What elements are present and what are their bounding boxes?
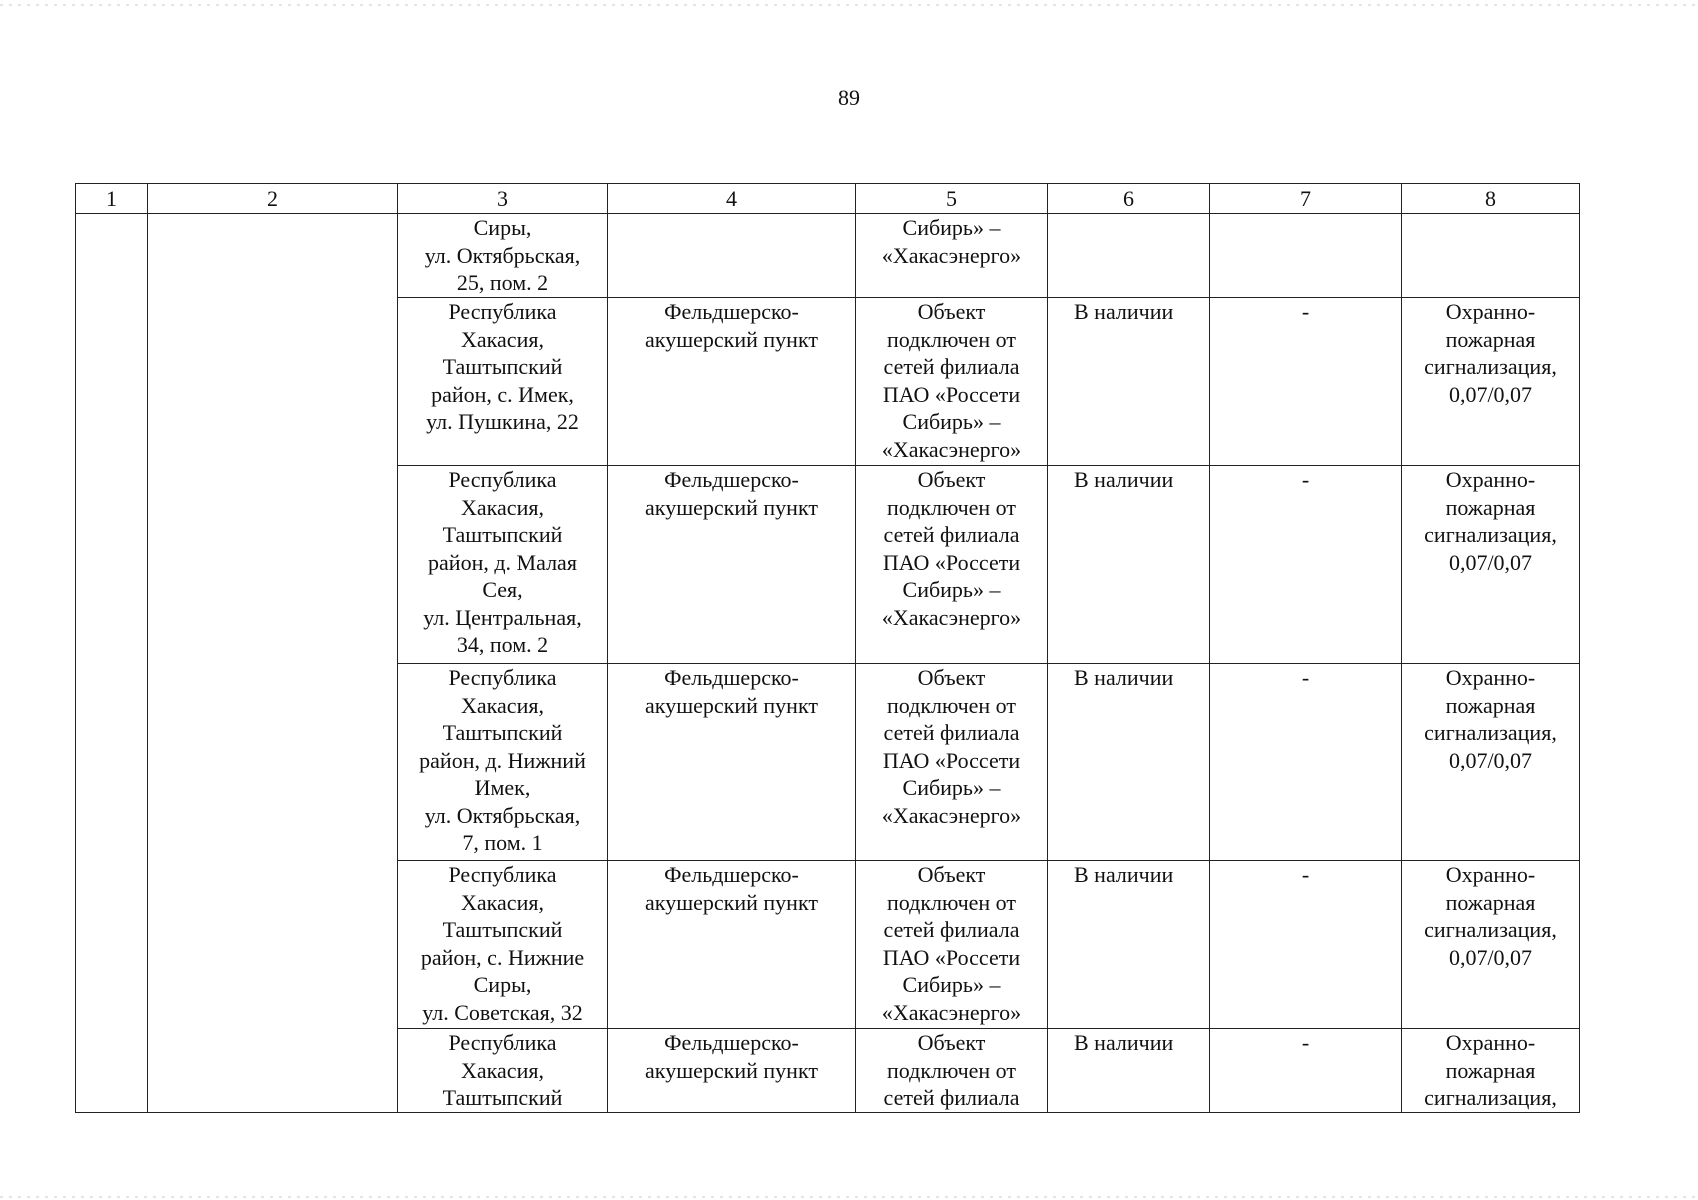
column-header-1: 1 [76,184,148,214]
connection-cell: Сибирь» – «Хакасэнерго» [856,214,1048,298]
column-header-8: 8 [1402,184,1580,214]
table-header-row [76,184,1580,214]
security-cell: Охранно- пожарная сигнализация, 0,07/0,07 [1402,861,1580,1029]
availability-cell: В наличии [1048,1029,1210,1113]
col7-cell: - [1210,664,1402,861]
security-cell: Охранно- пожарная сигнализация, 0,07/0,07 [1402,466,1580,664]
col1-merged-cell [76,214,148,1113]
object-cell: Фельдшерско- акушерский пункт [608,861,856,1029]
security-cell [1402,214,1580,298]
availability-cell: В наличии [1048,861,1210,1029]
col7-cell: - [1210,466,1402,664]
address-cell: Республика Хакасия, Таштыпский [398,1029,608,1113]
address-cell: Республика Хакасия, Таштыпский район, с. Имек, ул. Пушкина, 22 [398,298,608,466]
object-cell [608,214,856,298]
security-cell: Охранно- пожарная сигнализация, [1402,1029,1580,1113]
availability-cell: В наличии [1048,664,1210,861]
col2-merged-cell [148,214,398,1113]
object-cell: Фельдшерско- акушерский пункт [608,298,856,466]
col7-cell: - [1210,1029,1402,1113]
scan-edge-top [0,4,1698,6]
column-header-3: 3 [398,184,608,214]
address-cell: Сиры, ул. Октябрьская, 25, пом. 2 [398,214,608,298]
object-cell: Фельдшерско- акушерский пункт [608,1029,856,1113]
address-cell: Республика Хакасия, Таштыпский район, д. Нижний Имек, ул. Октябрьская, 7, пом. 1 [398,664,608,861]
connection-cell: Объект подключен от сетей филиала ПАО «Россети Сибирь» – «Хакасэнерго» [856,298,1048,466]
connection-cell: Объект подключен от сетей филиала ПАО «Россети Сибирь» – «Хакасэнерго» [856,861,1048,1029]
object-cell: Фельдшерско- акушерский пункт [608,664,856,861]
security-cell: Охранно- пожарная сигнализация, 0,07/0,07 [1402,298,1580,466]
data-table [75,183,1580,1113]
availability-cell: В наличии [1048,298,1210,466]
security-cell: Охранно- пожарная сигнализация, 0,07/0,07 [1402,664,1580,861]
col7-cell [1210,214,1402,298]
connection-cell: Объект подключен от сетей филиала ПАО «Россети Сибирь» – «Хакасэнерго» [856,466,1048,664]
col7-cell: - [1210,861,1402,1029]
connection-cell: Объект подключен от сетей филиала [856,1029,1048,1113]
column-header-7: 7 [1210,184,1402,214]
column-header-5: 5 [856,184,1048,214]
col7-cell: - [1210,298,1402,466]
scan-edge-bottom [0,1196,1698,1198]
column-header-6: 6 [1048,184,1210,214]
table-row [76,214,1580,298]
availability-cell [1048,214,1210,298]
object-cell: Фельдшерско- акушерский пункт [608,466,856,664]
connection-cell: Объект подключен от сетей филиала ПАО «Россети Сибирь» – «Хакасэнерго» [856,664,1048,861]
column-header-4: 4 [608,184,856,214]
availability-cell: В наличии [1048,466,1210,664]
column-header-2: 2 [148,184,398,214]
address-cell: Республика Хакасия, Таштыпский район, с. Нижние Сиры, ул. Советская, 32 [398,861,608,1029]
address-cell: Республика Хакасия, Таштыпский район, д. Малая Сея, ул. Центральная, 34, пом. 2 [398,466,608,664]
page-number: 89 [838,85,860,110]
